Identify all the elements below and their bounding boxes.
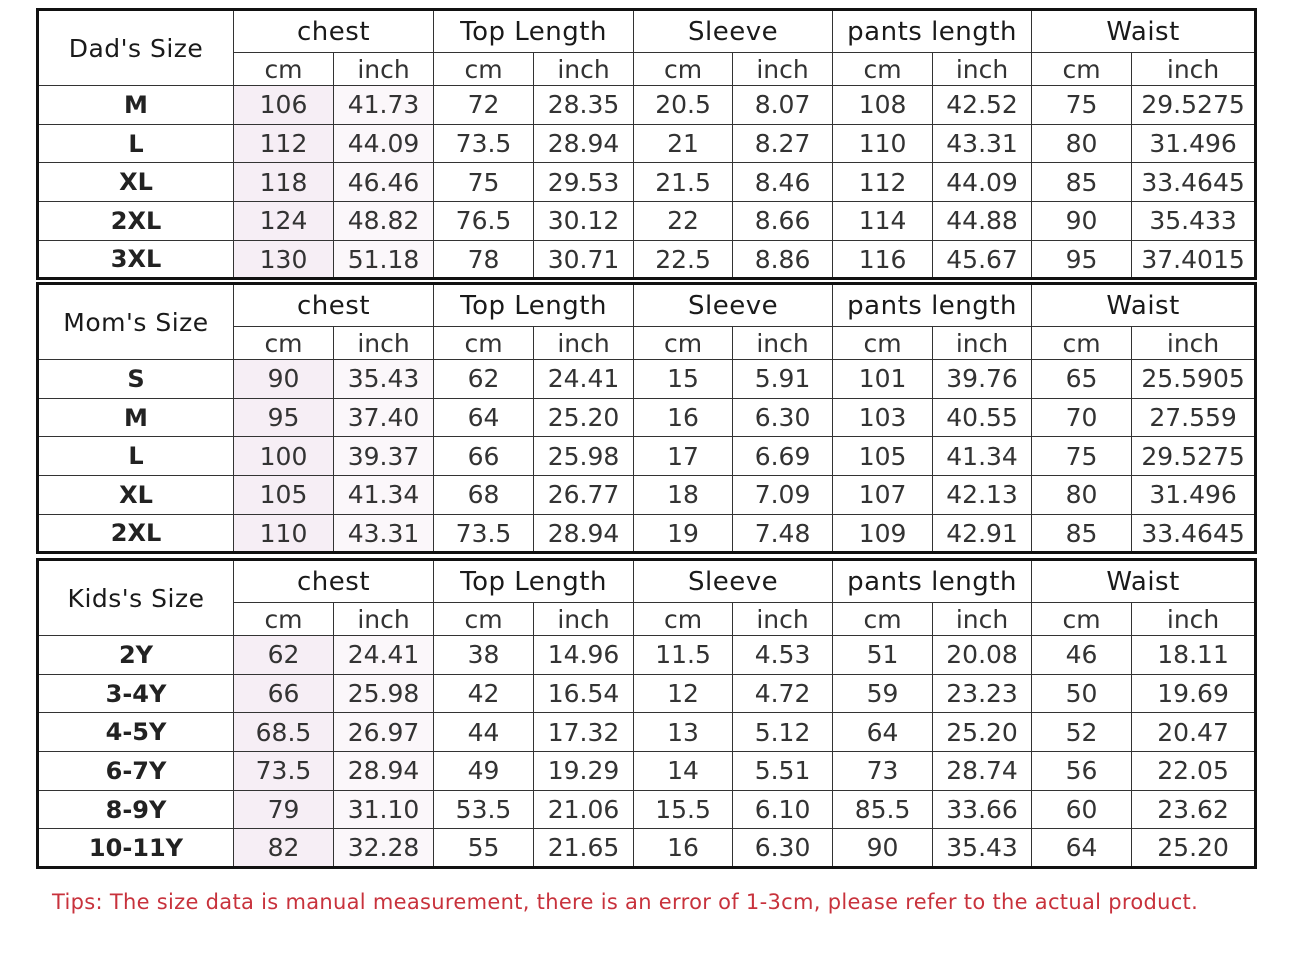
table-row bbox=[38, 398, 1256, 437]
measure-value: 5.51 bbox=[733, 752, 833, 791]
measure-value: 76.5 bbox=[434, 202, 534, 241]
measure-value: 60 bbox=[1032, 790, 1132, 829]
measure-value: 5.91 bbox=[733, 360, 833, 399]
measure-value: 19.69 bbox=[1132, 674, 1256, 713]
measure-value: 21.65 bbox=[534, 829, 634, 868]
table-title: Mom's Size bbox=[38, 284, 234, 360]
unit-label-cm: cm bbox=[434, 603, 534, 636]
measure-value: 79 bbox=[234, 790, 334, 829]
unit-label-cm: cm bbox=[634, 603, 733, 636]
table-row bbox=[38, 240, 1256, 279]
measure-value: 114 bbox=[833, 202, 933, 241]
measure-value: 75 bbox=[1032, 437, 1132, 476]
unit-label-inch: inch bbox=[534, 603, 634, 636]
measure-value: 55 bbox=[434, 829, 534, 868]
measure-value: 30.12 bbox=[534, 202, 634, 241]
size-label: L bbox=[38, 437, 234, 476]
measure-value: 73.5 bbox=[434, 514, 534, 553]
measure-value: 28.94 bbox=[534, 124, 634, 163]
unit-label-cm: cm bbox=[1032, 603, 1132, 636]
measure-value: 65 bbox=[1032, 360, 1132, 399]
measure-value: 18 bbox=[634, 476, 733, 515]
measure-value: 25.20 bbox=[933, 713, 1032, 752]
measure-value: 24.41 bbox=[334, 636, 434, 675]
measure-value: 8.66 bbox=[733, 202, 833, 241]
measure-value: 37.4015 bbox=[1132, 240, 1256, 279]
measure-value: 101 bbox=[833, 360, 933, 399]
measure-value: 8.07 bbox=[733, 86, 833, 125]
measure-value: 19.29 bbox=[534, 752, 634, 791]
measure-value: 46 bbox=[1032, 636, 1132, 675]
table-row bbox=[38, 514, 1256, 553]
size-label: 10-11Y bbox=[38, 829, 234, 868]
measure-header: Waist bbox=[1032, 284, 1256, 327]
measure-value: 64 bbox=[434, 398, 534, 437]
measure-value: 66 bbox=[434, 437, 534, 476]
measure-value: 85.5 bbox=[833, 790, 933, 829]
unit-label-cm: cm bbox=[833, 603, 933, 636]
size-label: XL bbox=[38, 476, 234, 515]
table-title: Dad's Size bbox=[38, 10, 234, 86]
measure-header: Waist bbox=[1032, 10, 1256, 53]
measure-value: 85 bbox=[1032, 514, 1132, 553]
measure-value: 68.5 bbox=[234, 713, 334, 752]
measure-value: 56 bbox=[1032, 752, 1132, 791]
measure-header: Sleeve bbox=[634, 284, 833, 327]
header-row bbox=[38, 284, 1256, 327]
measure-header: chest bbox=[234, 10, 434, 53]
measure-value: 90 bbox=[234, 360, 334, 399]
measure-value: 18.11 bbox=[1132, 636, 1256, 675]
measure-value: 72 bbox=[434, 86, 534, 125]
measure-value: 41.73 bbox=[334, 86, 434, 125]
measure-value: 28.94 bbox=[334, 752, 434, 791]
measure-value: 50 bbox=[1032, 674, 1132, 713]
size-label: 2Y bbox=[38, 636, 234, 675]
table-row bbox=[38, 713, 1256, 752]
measure-value: 31.496 bbox=[1132, 124, 1256, 163]
measure-value: 49 bbox=[434, 752, 534, 791]
measure-value: 28.74 bbox=[933, 752, 1032, 791]
measure-value: 106 bbox=[234, 86, 334, 125]
unit-label-cm: cm bbox=[634, 53, 733, 86]
size-label: XL bbox=[38, 163, 234, 202]
unit-label-cm: cm bbox=[634, 327, 733, 360]
measure-value: 31.496 bbox=[1132, 476, 1256, 515]
measure-value: 33.4645 bbox=[1132, 163, 1256, 202]
measure-value: 29.5275 bbox=[1132, 437, 1256, 476]
measure-value: 62 bbox=[434, 360, 534, 399]
measure-value: 21.06 bbox=[534, 790, 634, 829]
table-row bbox=[38, 86, 1256, 125]
measure-value: 38 bbox=[434, 636, 534, 675]
measure-value: 40.55 bbox=[933, 398, 1032, 437]
measure-value: 35.43 bbox=[933, 829, 1032, 868]
measure-value: 41.34 bbox=[334, 476, 434, 515]
unit-label-inch: inch bbox=[733, 603, 833, 636]
unit-label-inch: inch bbox=[1132, 603, 1256, 636]
measure-value: 26.97 bbox=[334, 713, 434, 752]
measure-value: 23.62 bbox=[1132, 790, 1256, 829]
size-label: 8-9Y bbox=[38, 790, 234, 829]
unit-label-cm: cm bbox=[234, 327, 334, 360]
measure-value: 64 bbox=[1032, 829, 1132, 868]
measure-value: 6.30 bbox=[733, 829, 833, 868]
measure-value: 108 bbox=[833, 86, 933, 125]
measure-value: 14.96 bbox=[534, 636, 634, 675]
measure-value: 6.10 bbox=[733, 790, 833, 829]
measure-value: 124 bbox=[234, 202, 334, 241]
measure-value: 14 bbox=[634, 752, 733, 791]
unit-label-inch: inch bbox=[733, 327, 833, 360]
header-row bbox=[38, 10, 1256, 53]
measure-value: 103 bbox=[833, 398, 933, 437]
measure-value: 35.433 bbox=[1132, 202, 1256, 241]
table-row bbox=[38, 752, 1256, 791]
measure-value: 39.37 bbox=[334, 437, 434, 476]
measure-value: 80 bbox=[1032, 476, 1132, 515]
measure-header: Sleeve bbox=[634, 560, 833, 603]
measure-value: 107 bbox=[833, 476, 933, 515]
measure-value: 37.40 bbox=[334, 398, 434, 437]
size-label: M bbox=[38, 86, 234, 125]
measure-value: 118 bbox=[234, 163, 334, 202]
measure-value: 43.31 bbox=[334, 514, 434, 553]
table-row bbox=[38, 790, 1256, 829]
measure-value: 44 bbox=[434, 713, 534, 752]
measure-value: 4.53 bbox=[733, 636, 833, 675]
table-row bbox=[38, 124, 1256, 163]
measure-value: 25.98 bbox=[534, 437, 634, 476]
measure-value: 42.91 bbox=[933, 514, 1032, 553]
measure-value: 22 bbox=[634, 202, 733, 241]
measure-value: 23.23 bbox=[933, 674, 1032, 713]
measure-value: 11.5 bbox=[634, 636, 733, 675]
unit-label-inch: inch bbox=[733, 53, 833, 86]
measure-value: 53.5 bbox=[434, 790, 534, 829]
measure-value: 95 bbox=[234, 398, 334, 437]
measure-value: 25.20 bbox=[1132, 829, 1256, 868]
measure-value: 20.47 bbox=[1132, 713, 1256, 752]
unit-label-inch: inch bbox=[334, 327, 434, 360]
measure-value: 100 bbox=[234, 437, 334, 476]
measure-value: 52 bbox=[1032, 713, 1132, 752]
unit-label-inch: inch bbox=[334, 603, 434, 636]
measure-value: 21.5 bbox=[634, 163, 733, 202]
measure-value: 45.67 bbox=[933, 240, 1032, 279]
measure-value: 110 bbox=[833, 124, 933, 163]
measure-value: 42.52 bbox=[933, 86, 1032, 125]
measure-value: 39.76 bbox=[933, 360, 1032, 399]
measure-value: 7.09 bbox=[733, 476, 833, 515]
measure-value: 6.30 bbox=[733, 398, 833, 437]
measure-value: 15.5 bbox=[634, 790, 733, 829]
table-row bbox=[38, 829, 1256, 868]
measure-value: 82 bbox=[234, 829, 334, 868]
measure-value: 24.41 bbox=[534, 360, 634, 399]
measure-value: 26.77 bbox=[534, 476, 634, 515]
measure-value: 35.43 bbox=[334, 360, 434, 399]
size-label: S bbox=[38, 360, 234, 399]
measure-value: 27.559 bbox=[1132, 398, 1256, 437]
measure-value: 62 bbox=[234, 636, 334, 675]
measure-value: 20.5 bbox=[634, 86, 733, 125]
unit-label-cm: cm bbox=[833, 53, 933, 86]
unit-label-cm: cm bbox=[833, 327, 933, 360]
measure-value: 8.27 bbox=[733, 124, 833, 163]
measure-header: Waist bbox=[1032, 560, 1256, 603]
measure-value: 51 bbox=[833, 636, 933, 675]
measure-value: 30.71 bbox=[534, 240, 634, 279]
measure-header: pants length bbox=[833, 10, 1032, 53]
measure-value: 7.48 bbox=[733, 514, 833, 553]
measure-header: Sleeve bbox=[634, 10, 833, 53]
measure-value: 16.54 bbox=[534, 674, 634, 713]
measure-value: 48.82 bbox=[334, 202, 434, 241]
measure-value: 90 bbox=[833, 829, 933, 868]
size-label: 3-4Y bbox=[38, 674, 234, 713]
measure-value: 5.12 bbox=[733, 713, 833, 752]
unit-label-inch: inch bbox=[534, 53, 634, 86]
measure-value: 33.4645 bbox=[1132, 514, 1256, 553]
table-title: Kids's Size bbox=[38, 560, 234, 636]
table-row bbox=[38, 202, 1256, 241]
measure-header: Top Length bbox=[434, 10, 634, 53]
size-table-2 bbox=[36, 558, 1257, 869]
measure-value: 112 bbox=[234, 124, 334, 163]
size-label: 3XL bbox=[38, 240, 234, 279]
measure-value: 44.09 bbox=[933, 163, 1032, 202]
measure-value: 41.34 bbox=[933, 437, 1032, 476]
table-row bbox=[38, 360, 1256, 399]
measure-value: 44.09 bbox=[334, 124, 434, 163]
measure-value: 66 bbox=[234, 674, 334, 713]
measure-value: 130 bbox=[234, 240, 334, 279]
measure-value: 4.72 bbox=[733, 674, 833, 713]
measure-value: 73 bbox=[833, 752, 933, 791]
measure-value: 110 bbox=[234, 514, 334, 553]
measure-value: 105 bbox=[234, 476, 334, 515]
measure-value: 33.66 bbox=[933, 790, 1032, 829]
unit-label-cm: cm bbox=[1032, 327, 1132, 360]
table-row bbox=[38, 476, 1256, 515]
unit-label-cm: cm bbox=[434, 327, 534, 360]
table-row bbox=[38, 437, 1256, 476]
measure-value: 90 bbox=[1032, 202, 1132, 241]
measure-value: 16 bbox=[634, 829, 733, 868]
measure-value: 21 bbox=[634, 124, 733, 163]
measure-value: 42.13 bbox=[933, 476, 1032, 515]
measure-value: 68 bbox=[434, 476, 534, 515]
size-label: 4-5Y bbox=[38, 713, 234, 752]
measure-value: 22.5 bbox=[634, 240, 733, 279]
measure-header: pants length bbox=[833, 560, 1032, 603]
size-table-1 bbox=[36, 282, 1257, 554]
measure-value: 109 bbox=[833, 514, 933, 553]
measure-header: chest bbox=[234, 560, 434, 603]
unit-label-inch: inch bbox=[933, 53, 1032, 86]
unit-label-inch: inch bbox=[334, 53, 434, 86]
table-row bbox=[38, 163, 1256, 202]
measure-value: 70 bbox=[1032, 398, 1132, 437]
measure-value: 20.08 bbox=[933, 636, 1032, 675]
measure-value: 32.28 bbox=[334, 829, 434, 868]
measure-value: 25.98 bbox=[334, 674, 434, 713]
measure-value: 59 bbox=[833, 674, 933, 713]
header-row bbox=[38, 560, 1256, 603]
measure-value: 25.5905 bbox=[1132, 360, 1256, 399]
measure-value: 73.5 bbox=[434, 124, 534, 163]
unit-label-cm: cm bbox=[234, 603, 334, 636]
measure-value: 17.32 bbox=[534, 713, 634, 752]
size-label: L bbox=[38, 124, 234, 163]
unit-label-cm: cm bbox=[234, 53, 334, 86]
measure-value: 22.05 bbox=[1132, 752, 1256, 791]
measure-value: 64 bbox=[833, 713, 933, 752]
table-row bbox=[38, 636, 1256, 675]
measure-value: 95 bbox=[1032, 240, 1132, 279]
unit-label-inch: inch bbox=[933, 603, 1032, 636]
size-label: 2XL bbox=[38, 514, 234, 553]
measure-value: 105 bbox=[833, 437, 933, 476]
measure-value: 43.31 bbox=[933, 124, 1032, 163]
measure-value: 46.46 bbox=[334, 163, 434, 202]
unit-label-cm: cm bbox=[434, 53, 534, 86]
measure-value: 29.53 bbox=[534, 163, 634, 202]
unit-label-inch: inch bbox=[1132, 53, 1256, 86]
measure-value: 116 bbox=[833, 240, 933, 279]
size-label: M bbox=[38, 398, 234, 437]
measure-value: 28.35 bbox=[534, 86, 634, 125]
measure-header: Top Length bbox=[434, 284, 634, 327]
size-label: 6-7Y bbox=[38, 752, 234, 791]
unit-label-inch: inch bbox=[534, 327, 634, 360]
measure-header: pants length bbox=[833, 284, 1032, 327]
measure-value: 44.88 bbox=[933, 202, 1032, 241]
table-row bbox=[38, 674, 1256, 713]
size-label: 2XL bbox=[38, 202, 234, 241]
measure-value: 12 bbox=[634, 674, 733, 713]
tips-note: Tips: The size data is manual measurement, there is an error of 1-3cm, please refer to the actual product. bbox=[52, 890, 1199, 914]
measure-value: 31.10 bbox=[334, 790, 434, 829]
measure-value: 51.18 bbox=[334, 240, 434, 279]
measure-value: 112 bbox=[833, 163, 933, 202]
measure-value: 28.94 bbox=[534, 514, 634, 553]
measure-header: Top Length bbox=[434, 560, 634, 603]
size-table-0 bbox=[36, 8, 1257, 280]
measure-value: 75 bbox=[434, 163, 534, 202]
measure-value: 42 bbox=[434, 674, 534, 713]
measure-value: 29.5275 bbox=[1132, 86, 1256, 125]
measure-value: 73.5 bbox=[234, 752, 334, 791]
measure-value: 17 bbox=[634, 437, 733, 476]
measure-value: 19 bbox=[634, 514, 733, 553]
measure-value: 85 bbox=[1032, 163, 1132, 202]
unit-label-inch: inch bbox=[933, 327, 1032, 360]
unit-label-cm: cm bbox=[1032, 53, 1132, 86]
measure-value: 78 bbox=[434, 240, 534, 279]
measure-value: 80 bbox=[1032, 124, 1132, 163]
measure-value: 16 bbox=[634, 398, 733, 437]
measure-value: 6.69 bbox=[733, 437, 833, 476]
measure-value: 75 bbox=[1032, 86, 1132, 125]
measure-value: 15 bbox=[634, 360, 733, 399]
measure-header: chest bbox=[234, 284, 434, 327]
measure-value: 8.86 bbox=[733, 240, 833, 279]
measure-value: 13 bbox=[634, 713, 733, 752]
measure-value: 8.46 bbox=[733, 163, 833, 202]
measure-value: 25.20 bbox=[534, 398, 634, 437]
unit-label-inch: inch bbox=[1132, 327, 1256, 360]
